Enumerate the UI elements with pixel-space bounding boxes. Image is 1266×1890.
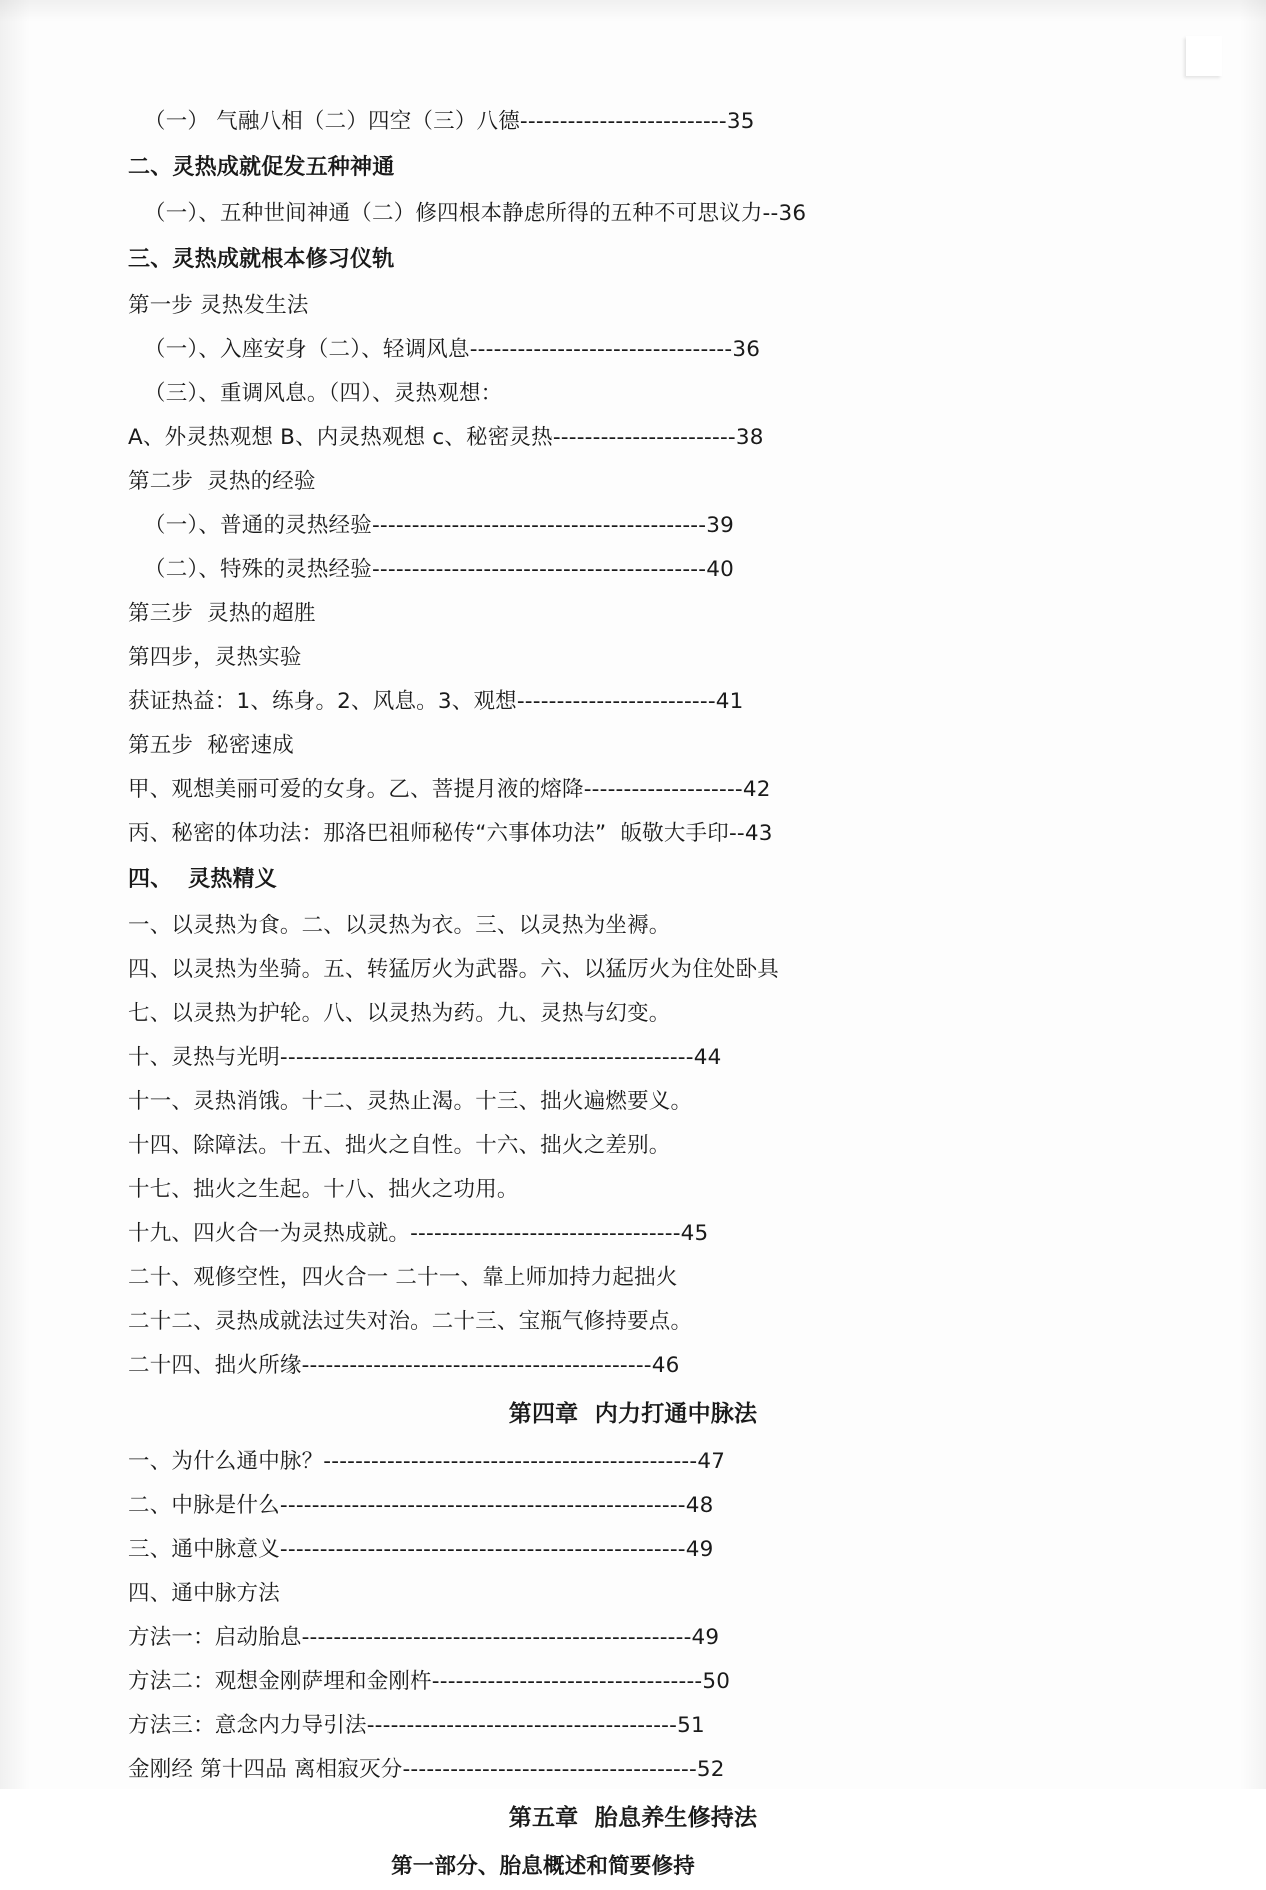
table-of-contents: [128, 100, 1138, 1890]
toc-line: 方法一：启动胎息-------------------------------------------------49: [128, 1625, 720, 1650]
toc-line: 方法三：意念内力导引法---------------------------------------51: [128, 1713, 705, 1738]
toc-line: 十一、灵热消饿。十二、灵热止渴。十三、拙火遍燃要义。: [128, 1089, 693, 1114]
toc-line: （二）、特殊的灵热经验------------------------------------------40: [144, 557, 734, 582]
toc-line: （三）、重调风息。（四）、灵热观想：: [144, 381, 503, 406]
toc-line: 第一步 灵热发生法: [128, 293, 309, 318]
toc-line: 方法二：观想金刚萨埋和金刚杵----------------------------------50: [128, 1669, 731, 1694]
toc-line: 一、以灵热为食。二、以灵热为衣。三、以灵热为坐褥。: [128, 913, 671, 938]
toc-line: 三、通中脉意义---------------------------------------------------49: [128, 1537, 714, 1562]
toc-line: 获证热益：1、练身。2、风息。3、观想-------------------------41: [128, 689, 744, 714]
toc-line: （一）、五种世间神通（二）修四根本静虑所得的五种不可思议力--36: [144, 201, 807, 226]
toc-line: 第四步，灵热实验: [128, 645, 302, 670]
toc-line: 十四、除障法。十五、拙火之自性。十六、拙火之差别。: [128, 1133, 671, 1158]
toc-line: 十九、四火合一为灵热成就。----------------------------------45: [128, 1221, 709, 1246]
scan-left-shadow: [0, 0, 30, 1789]
toc-line: （一） 气融八相（二）四空（三）八德--------------------------35: [144, 109, 755, 134]
toc-heading: 二、灵热成就促发五种神通: [128, 155, 395, 180]
toc-line: 二、中脉是什么---------------------------------------------------48: [128, 1493, 714, 1518]
toc-line: 第二步 灵热的经验: [128, 469, 316, 494]
toc-line: 十、灵热与光明----------------------------------------------------44: [128, 1045, 722, 1070]
toc-line: 四、以灵热为坐骑。五、转猛厉火为武器。六、以猛厉火为住处卧具: [128, 957, 780, 982]
scan-top-shadow: [0, 0, 1266, 22]
toc-line: 第五步 秘密速成: [128, 733, 294, 758]
toc-line: 一、为什么通中脉？-----------------------------------------------47: [128, 1449, 726, 1474]
scan-corner-artifact: [1186, 36, 1222, 76]
toc-line: A、外灵热观想 B、内灵热观想 c、秘密灵热-----------------------38: [128, 425, 764, 450]
toc-line: 二十四、拙火所缘--------------------------------------------46: [128, 1353, 680, 1378]
toc-heading: 三、灵热成就根本修习仪轨: [128, 247, 395, 272]
toc-chapter-heading: 第四章 内力打通中脉法: [508, 1401, 758, 1427]
toc-line: 第三步 灵热的超胜: [128, 601, 316, 626]
toc-line: 二十、观修空性，四火合一 二十一、靠上师加持力起拙火: [128, 1265, 678, 1290]
toc-section-heading: 第一部分、胎息概述和简要修持: [391, 1854, 695, 1879]
toc-line: 四、通中脉方法: [128, 1581, 280, 1606]
toc-line: 丙、秘密的体功法：那洛巴祖师秘传“六事体功法” 皈敬大手印--43: [128, 821, 773, 846]
toc-line: 十七、拙火之生起。十八、拙火之功用。: [128, 1177, 519, 1202]
toc-chapter-heading: 第五章 胎息养生修持法: [508, 1805, 758, 1831]
toc-line: （一）、入座安身（二）、轻调风息---------------------------------36: [144, 337, 761, 362]
toc-heading: 四、 灵热精义: [128, 867, 277, 892]
toc-line: 甲、观想美丽可爱的女身。乙、菩提月液的熔降--------------------42: [128, 777, 771, 802]
toc-line: 七、以灵热为护轮。八、以灵热为药。九、灵热与幻变。: [128, 1001, 671, 1026]
toc-line: 二十二、灵热成就法过失对治。二十三、宝瓶气修持要点。: [128, 1309, 693, 1334]
scan-right-shadow: [1240, 0, 1266, 1789]
toc-line: （一）、普通的灵热经验------------------------------------------39: [144, 513, 734, 538]
toc-line: 金刚经 第十四品 离相寂灭分-------------------------------------52: [128, 1757, 725, 1782]
